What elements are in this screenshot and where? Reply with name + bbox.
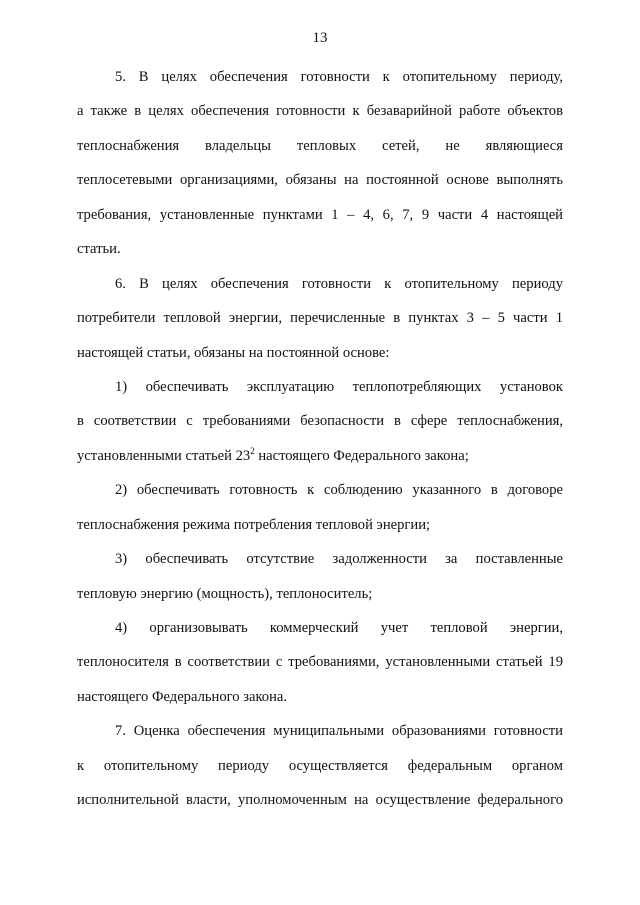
paragraph-line: потребители тепловой энергии, перечисленные в пунктах 3 – 5 части 1: [77, 310, 563, 326]
paragraph-line: требования, установленные пунктами 1 – 4, 6, 7, 9 части 4 настоящей: [77, 207, 563, 223]
page-number: 13: [312, 30, 328, 46]
paragraph-line: 7. Оценка обеспечения муниципальными образованиями готовности: [115, 723, 563, 739]
paragraph-line: 5. В целях обеспечения готовности к отопительному периоду,: [115, 69, 563, 85]
text-fragment: настоящего Федерального закона;: [254, 448, 469, 464]
list-item-line: теплоснабжения режима потребления тепловой энергии;: [77, 517, 431, 533]
list-item-line: [77, 445, 563, 467]
paragraph-line: настоящей статьи, обязаны на постоянной основе:: [77, 345, 390, 361]
text-fragment: установленными статьей 23: [77, 448, 251, 464]
paragraph-line: 6. В целях обеспечения готовности к отопительному периоду: [115, 276, 563, 292]
list-item-line: тепловую энергию (мощность), теплоноситель;: [77, 586, 373, 602]
paragraph-line: теплосетевыми организациями, обязаны на постоянной основе выполнять: [77, 172, 563, 188]
paragraph-line: статьи.: [77, 241, 121, 257]
paragraph-line: а также в целях обеспечения готовности к безаварийной работе объектов: [77, 103, 563, 119]
list-item-line: 1) обеспечивать эксплуатацию теплопотребляющих установок: [115, 379, 563, 395]
list-item-line: в соответствии с требованиями безопасности в сфере теплоснабжения,: [77, 413, 563, 429]
list-item-line: 2) обеспечивать готовность к соблюдению указанного в договоре: [115, 482, 563, 498]
superscript: 2: [250, 446, 255, 456]
paragraph-line: к отопительному периоду осуществляется федеральным органом: [77, 758, 563, 774]
list-item-line: теплоносителя в соответствии с требованиями, установленными статьей 19: [77, 654, 563, 670]
paragraph-line: исполнительной власти, уполномоченным на осуществление федерального: [77, 792, 563, 808]
paragraph-line: теплоснабжения владельцы тепловых сетей, не являющиеся: [77, 138, 563, 154]
list-item-line: 3) обеспечивать отсутствие задолженности за поставленные: [115, 551, 563, 567]
list-item-line: настоящего Федерального закона.: [77, 689, 288, 705]
list-item-line: 4) организовывать коммерческий учет тепловой энергии,: [115, 620, 563, 636]
